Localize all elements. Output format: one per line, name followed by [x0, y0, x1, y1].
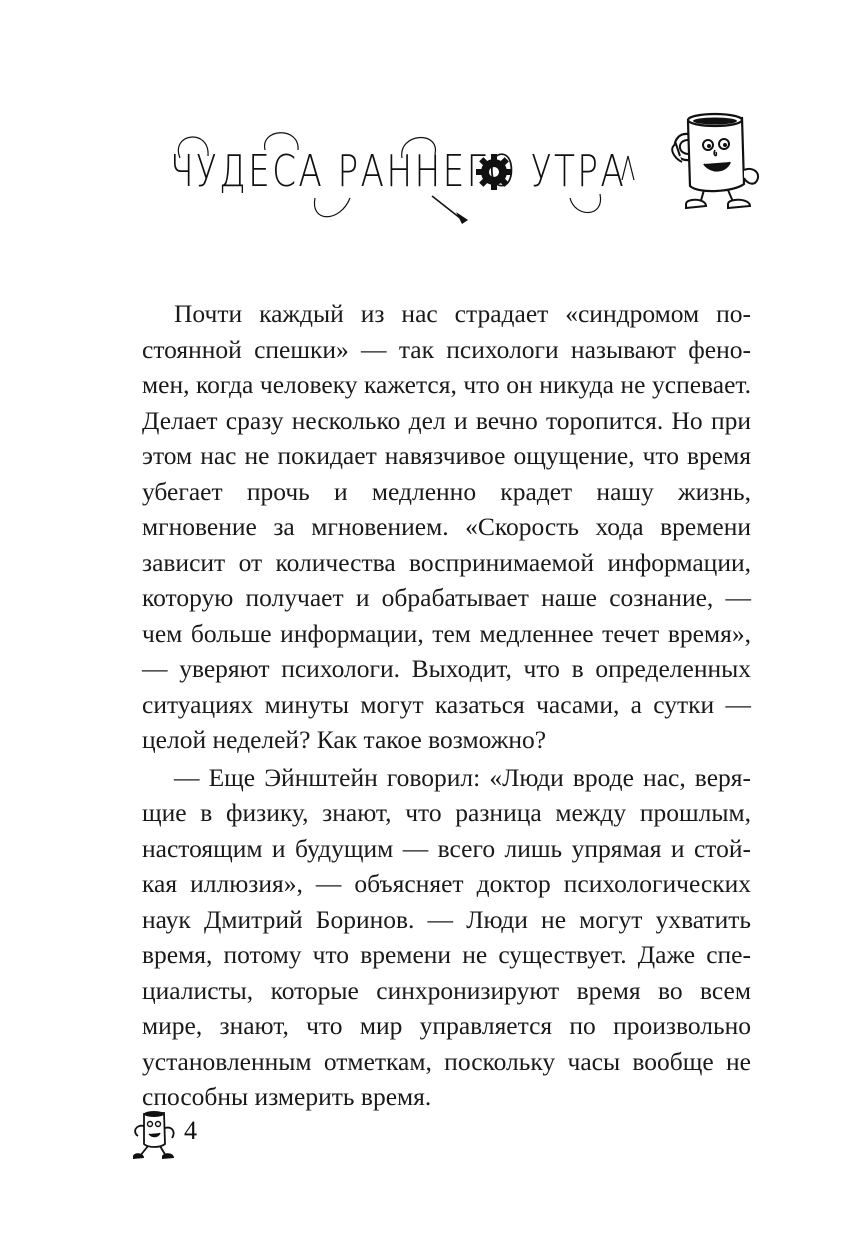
chapter-title: ЧУДЕСА РАННЕГО УТРА [170, 146, 627, 197]
page-number: 4 [184, 1116, 197, 1145]
paragraph-1: Почти каждый из нас страдает «синдромом постоянной спешки» — так психологи называют феномен, когда человеку кажется, что он никуда не успевает. Делает сразу несколько дел и вечно торопится. Но при этом нас не покидает навязчивое ощущение, что время убегает прочь и медленно крадет нашу жизнь, мгновение за мгновением. «Скорость хода времени зависит от количества воспринимаемой информации, которую получает и обрабатывает наше сознание, — чем больше информации, тем медленнее течет время», — уверяют психологи. Выходит, что в определенных ситуациях минуты могут казаться часами, а сутки — целой неделей? Как такое возможно? [142, 299, 751, 754]
running-character-icon [130, 1108, 180, 1164]
paragraph-2: — Еще Эйнштейн говорил: «Люди вроде нас, верящие в физику, знают, что разница между прошлым, настоящим и будущим — всего лишь упрямая и стойкая иллюзия», — объясняет доктор психологических наук Дмитрий Боринов. — Люди не могут ухватить время, потому что времени не существует. Даже специалисты, которые синхронизируют время во всем мире, знают, что мир управляется по произвольно установленным отметкам, поскольку часы вообще не способны измерить время. [142, 762, 751, 1111]
coffee-mug-mascot-icon [662, 100, 772, 218]
clock-hand-icon [432, 196, 468, 224]
chapter-header [150, 128, 650, 238]
article-body [142, 296, 751, 1115]
